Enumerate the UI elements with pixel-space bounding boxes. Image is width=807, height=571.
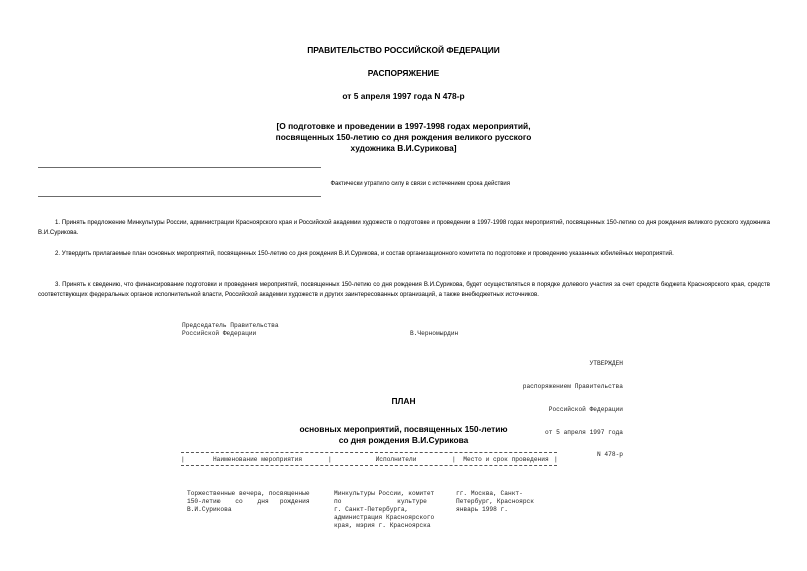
document-type: РАСПОРЯЖЕНИЕ: [367, 68, 440, 78]
table-cell-event: Торжественные вечера, посвященные 150-летию со дня рождения В.И.Сурикова: [187, 490, 310, 513]
signatory-position-line: Российской Федерации: [182, 329, 257, 337]
approval-line: Российской Федерации: [548, 405, 623, 413]
column-header-executors: Исполнители: [375, 455, 417, 463]
table-cell-executors: Минкультуры России, комитет по культуре г. Санкт-Петербурга, администрация Красноярского края, мэрия г. Красноярска: [334, 490, 435, 529]
paragraph-1: 1. Принять предложение Минкультуры России, администрации Красноярского края и Российской академии художеств о подготовке и проведении в 1997-1998 годах мероприятий, посвященных 150-летию со дня рождения великого русского художника В.И.Сурикова.: [38, 219, 770, 236]
document-title-line: [О подготовке и проведении в 1997-1998 годах мероприятий,: [276, 121, 531, 131]
government-name: ПРАВИТЕЛЬСТВО РОССИЙСКОЙ ФЕДЕРАЦИИ: [307, 45, 500, 55]
document-title-line: посвященных 150-летию со дня рождения великого русского: [275, 132, 532, 142]
plan-subtitle: [0, 424, 807, 446]
plan-heading: ПЛАН: [391, 396, 416, 406]
plan-table: [181, 452, 560, 530]
signatory-name: В.Черномырдин: [410, 330, 459, 337]
document-date-number: от 5 апреля 1997 года N 478-р: [342, 91, 465, 101]
signatory-position-line: Председатель Правительства: [182, 322, 279, 329]
approval-line: N 478-р: [597, 451, 623, 459]
approval-line: УТВЕРЖДЕН: [589, 360, 623, 368]
signatory-position: [182, 322, 279, 337]
plan-subtitle-line: со дня рождения В.И.Сурикова: [338, 435, 469, 445]
table-header-row: | Наименование мероприятия | Исполнители | Место и срок проведения |: [181, 455, 558, 463]
document-title-line: художника В.И.Сурикова]: [350, 143, 457, 153]
divider-bottom: [38, 196, 321, 197]
approval-line: от 5 апреля 1997 года: [545, 428, 623, 436]
paragraph-3: 3. Принять к сведению, что финансирование подготовки и проведения мероприятий, посвященных 150-летию со дня рождения В.И.Сурикова, будет осуществляться в порядке долевого участия за счет средств бюджета Красноярского края, средств соответствующих федеральных органов исполнительной власти, Российской академии художеств и других заинтересованных организаций, а также внебюджетных источников.: [38, 281, 770, 298]
column-header-place-time: Место и срок проведения: [463, 455, 549, 463]
table-cell-place-time: гг. Москва, Санкт- Петербург, Красноярск январь 1998 г.: [456, 490, 534, 513]
divider-top: [38, 167, 321, 168]
approval-line: распоряжением Правительства: [522, 382, 623, 390]
paragraph-2: 2. Утвердить прилагаемые план основных мероприятий, посвященных 150-летию со дня рождения В.И.Сурикова, и состав организационного комитета по подготовке и проведению указанных юбилейных мероприятий.: [55, 250, 674, 257]
status-note: Фактически утратило силу в связи с истечением срока действия: [330, 181, 510, 187]
table-row: [181, 490, 560, 530]
column-header-event: Наименование мероприятия: [212, 455, 303, 463]
table-border-header: [181, 465, 557, 466]
plan-subtitle-line: основных мероприятий, посвященных 150-летию: [299, 424, 508, 434]
document-title: [250, 121, 557, 154]
